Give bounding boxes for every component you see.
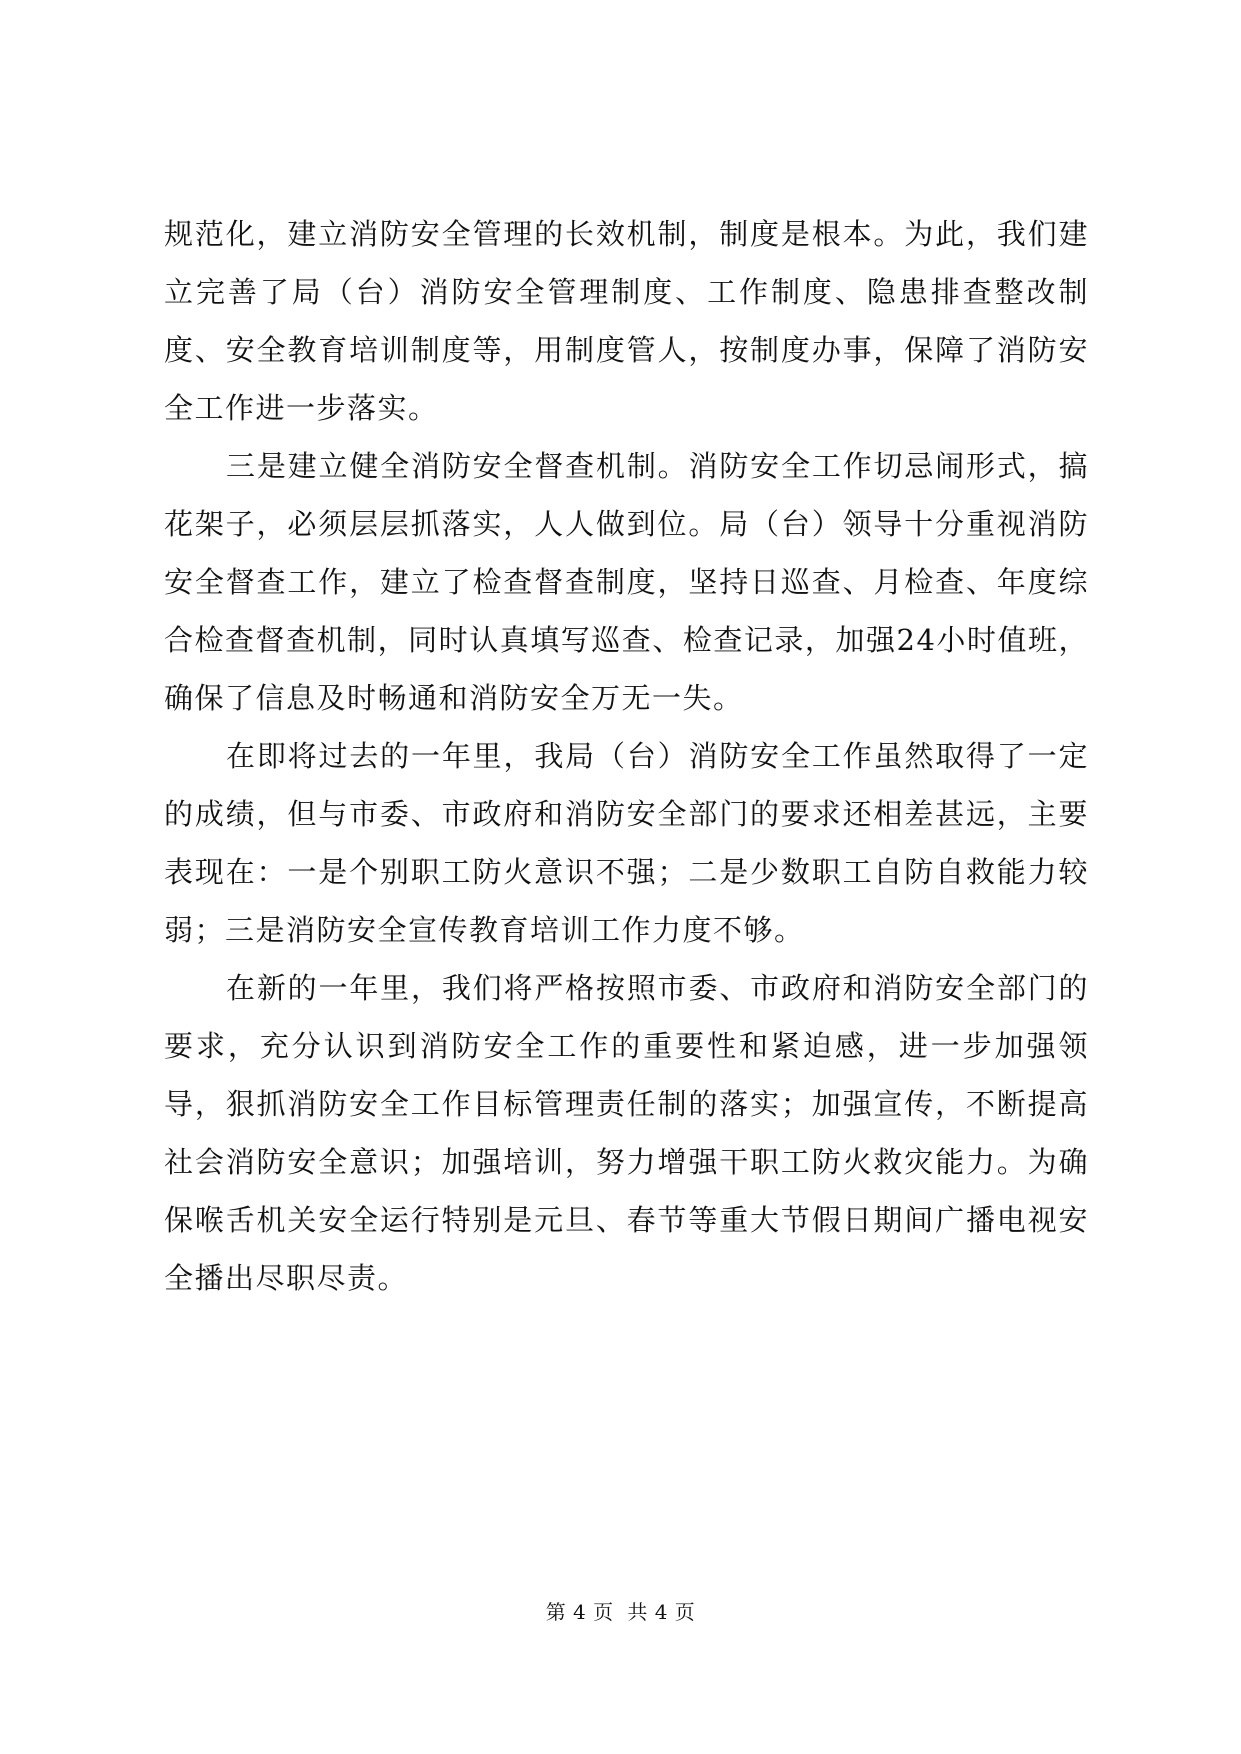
document-body	[164, 205, 1089, 1307]
page-footer	[0, 1596, 1241, 1625]
paragraph-4: 在新的一年里，我们将严格按照市委、市政府和消防安全部门的要求，充分认识到消防安全工作的重要性和紧迫感，进一步加强领导，狠抓消防安全工作目标管理责任制的落实；加强宣传，不断提高社会消防安全意识；加强培训，努力增强干职工防火救灾能力。为确保喉舌机关安全运行特别是元旦、春节等重大节假日期间广播电视安全播出尽职尽责。	[164, 971, 1089, 1295]
paragraph-1: 规范化，建立消防安全管理的长效机制，制度是根本。为此，我们建立完善了局（台）消防安全管理制度、工作制度、隐患排查整改制度、安全教育培训制度等，用制度管人，按制度办事，保障了消防安全工作进一步落实。	[164, 217, 1089, 425]
page-number-label: 第 4 页 共 4 页	[545, 1600, 696, 1624]
paragraph-3: 在即将过去的一年里，我局（台）消防安全工作虽然取得了一定的成绩，但与市委、市政府和消防安全部门的要求还相差甚远，主要表现在：一是个别职工防火意识不强；二是少数职工自防自救能力较弱；三是消防安全宣传教育培训工作力度不够。	[164, 739, 1089, 947]
paragraph-2: 三是建立健全消防安全督查机制。消防安全工作切忌闹形式，搞花架子，必须层层抓落实，人人做到位。局（台）领导十分重视消防安全督查工作，建立了检查督查制度，坚持日巡查、月检查、年度综合检查督查机制，同时认真填写巡查、检查记录，加强24小时值班，确保了信息及时畅通和消防安全万无一失。	[164, 449, 1089, 715]
